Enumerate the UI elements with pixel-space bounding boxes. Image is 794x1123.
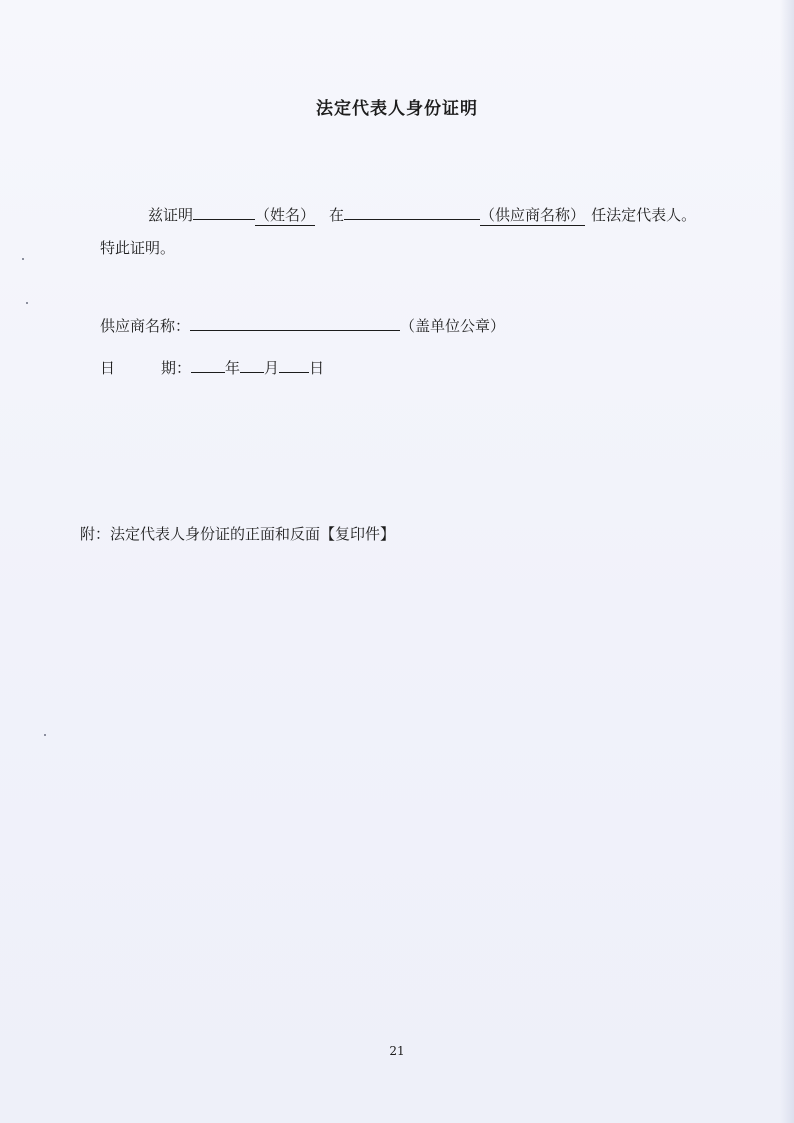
- date-label-day: 日: [100, 359, 116, 377]
- day-blank[interactable]: [279, 356, 309, 373]
- document-title: 法定代表人身份证明: [316, 99, 478, 119]
- scan-speck: [22, 258, 24, 260]
- date-label-period: 期：: [161, 359, 192, 377]
- name-blank[interactable]: [193, 203, 255, 220]
- date-line: [100, 356, 324, 378]
- supplier-blank[interactable]: [344, 203, 480, 220]
- name-hint: （姓名）: [255, 206, 316, 224]
- scan-speck: [26, 302, 28, 304]
- certify-prefix: 兹证明: [148, 206, 194, 224]
- supplier-label: 供应商名称：: [100, 317, 191, 335]
- month-blank[interactable]: [240, 356, 264, 373]
- certify-line: [148, 203, 696, 226]
- supplier-hint: （供应商名称）: [480, 206, 586, 224]
- attachment-note: 附：法定代表人身份证的正面和反面【复印件】: [80, 525, 396, 543]
- certify-mid: 在: [329, 206, 345, 224]
- year-label: 年: [225, 359, 241, 377]
- scan-speck: [44, 734, 46, 736]
- supplier-name-blank[interactable]: [190, 314, 400, 331]
- seal-hint: （盖单位公章）: [400, 317, 506, 335]
- certify-suffix: 任法定代表人。: [591, 206, 697, 224]
- day-label: 日: [309, 359, 325, 377]
- page-number: 21: [389, 1044, 405, 1058]
- supplier-line: [100, 314, 505, 336]
- special-certify: 特此证明。: [100, 239, 176, 257]
- page-edge-shadow: [780, 0, 794, 1123]
- month-label: 月: [264, 359, 280, 377]
- year-blank[interactable]: [191, 356, 225, 373]
